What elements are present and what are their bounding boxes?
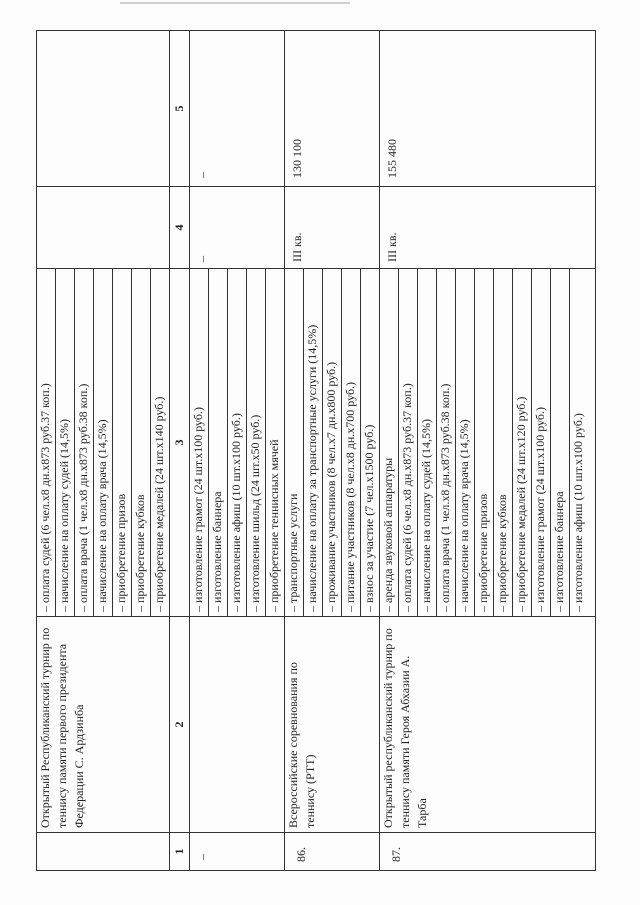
col-number-3: 3 <box>170 269 190 617</box>
cont-period-dash: – <box>190 187 285 269</box>
cont-amount-cell <box>37 31 170 187</box>
scan-artifact-line <box>120 2 350 4</box>
item-text: – начисление на оплату за транспортные услуги (14,5%) <box>304 269 323 617</box>
budget-table <box>36 30 596 871</box>
item-text: – питание участников (8 чел.х8 дн.х700 руб.) <box>342 269 361 617</box>
cont-num-dash: – <box>190 833 285 871</box>
col-number-2: 2 <box>170 617 190 833</box>
item-text: – начисление на оплату судей (14,5%) <box>56 269 75 617</box>
item-text: – изготовление шильд (24 шт.х50 руб.) <box>247 269 266 617</box>
item-text: – приобретение теннисных мячей <box>266 269 285 617</box>
item-text: – начисление на оплату судей (14,5%) <box>418 269 437 617</box>
cont-num-cell <box>37 833 170 871</box>
row-number: 87. <box>380 833 596 871</box>
item-text: – взнос за участие (7 чел.х1500 руб.) <box>361 269 380 617</box>
item-text: – оплата врача (1 чел.х8 дн.х873 руб.38 коп.) <box>75 269 94 617</box>
rotated-table-container <box>36 31 596 871</box>
row-number: 86. <box>285 833 380 871</box>
event-title: Открытый республиканский турнир по теннису памяти Героя Абхазии А. Тарба <box>380 617 596 833</box>
col-number-4: 4 <box>170 187 190 269</box>
item-text: – приобретение призов <box>475 269 494 617</box>
item-text: – приобретение медалей (24 шт.х140 руб.) <box>151 269 170 617</box>
cont-name-empty <box>190 617 285 833</box>
table-row <box>380 31 399 871</box>
col-number-5: 5 <box>170 31 190 187</box>
item-text: – изготовление афиш (10 шт.х100 руб.) <box>570 269 596 617</box>
item-text: – изготовление баннера <box>209 269 228 617</box>
event-title: Всероссийские соревнования по теннису (РТТ) <box>285 617 380 833</box>
table-row <box>190 31 209 871</box>
cont-event-title: Открытый Республиканский турнир по теннису памяти первого президента Федерации С. Ардзинба <box>37 617 170 833</box>
period: III кв. <box>285 187 380 269</box>
amount: 130 100 <box>285 31 380 187</box>
period: III кв. <box>380 187 596 269</box>
item-text: – аренда звуковой аппаратуры <box>380 269 399 617</box>
item-text: – начисление на оплату врача (14,5%) <box>456 269 475 617</box>
table-row <box>37 31 56 871</box>
item-text: – изготовление баннера <box>551 269 570 617</box>
col-number-1: 1 <box>170 833 190 871</box>
item-text: – транспортные услуги <box>285 269 304 617</box>
item-text: – оплата судей (6 чел.х8 дн.х873 руб.37 коп.) <box>37 269 56 617</box>
item-text: – оплата врача (1 чел.х8 дн.х873 руб.38 коп.) <box>437 269 456 617</box>
item-text: – приобретение кубков <box>132 269 151 617</box>
item-text: – приобретение кубков <box>494 269 513 617</box>
amount: 155 480 <box>380 31 596 187</box>
item-text: – изготовление грамот (24 шт.х100 руб.) <box>190 269 209 617</box>
item-text: – изготовление афиш (10 шт.х100 руб.) <box>228 269 247 617</box>
item-text: – проживание участников (8 чел.х7 дн.х800 руб.) <box>323 269 342 617</box>
cont-amount-dash: – <box>190 31 285 187</box>
item-text: – изготовление грамот (24 шт.х100 руб.) <box>532 269 551 617</box>
item-text: – оплата судей (6 чел.х8 дн.х873 руб.37 коп.) <box>399 269 418 617</box>
item-text: – приобретение призов <box>113 269 132 617</box>
column-number-row <box>170 31 190 871</box>
item-text: – начисление на оплату врача (14,5%) <box>94 269 113 617</box>
cont-period-cell <box>37 187 170 269</box>
item-text: – приобретение медалей (24 шт.х120 руб.) <box>513 269 532 617</box>
table-row <box>285 31 304 871</box>
